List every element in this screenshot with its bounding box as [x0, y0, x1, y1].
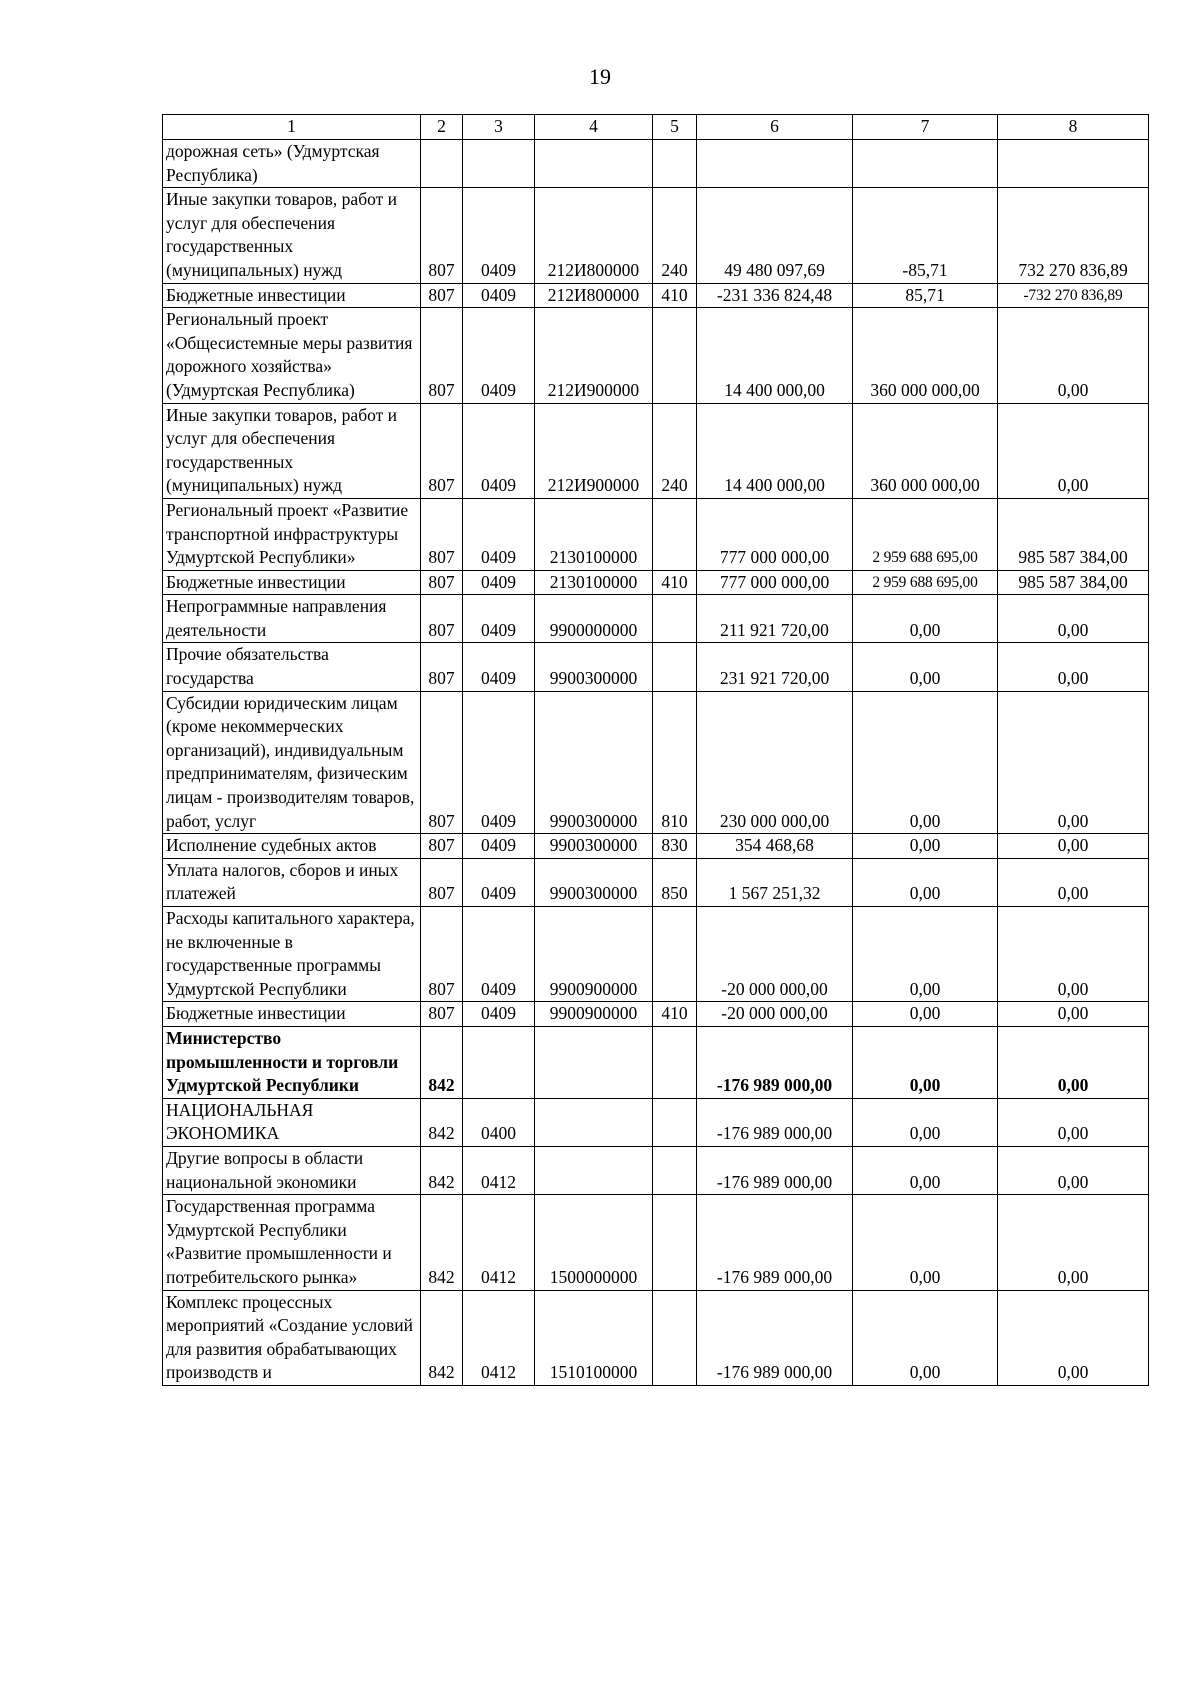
glava-code-cell: 842 — [421, 1290, 463, 1385]
amount-col6-cell: 14 400 000,00 — [697, 403, 853, 498]
target-article-cell — [535, 1026, 653, 1098]
target-article-cell: 2130100000 — [535, 570, 653, 595]
amount-col6-cell: 1 567 251,32 — [697, 858, 853, 906]
glava-code-cell: 807 — [421, 834, 463, 859]
amount-col6-cell — [697, 140, 853, 188]
target-article-cell — [535, 140, 653, 188]
amount-col8-cell — [998, 140, 1149, 188]
row-name-cell: Бюджетные инвестиции — [163, 283, 421, 308]
amount-col8-cell: 0,00 — [998, 1290, 1149, 1385]
target-article-cell: 212И800000 — [535, 188, 653, 283]
column-header-7: 7 — [853, 115, 998, 140]
target-article-cell: 9900300000 — [535, 834, 653, 859]
section-code-cell: 0409 — [463, 643, 535, 691]
expense-type-cell — [653, 308, 697, 403]
amount-col8-cell: 0,00 — [998, 403, 1149, 498]
target-article-cell — [535, 1098, 653, 1146]
amount-col6-cell: 777 000 000,00 — [697, 498, 853, 570]
column-number-row — [163, 115, 1149, 140]
amount-col6-cell: -176 989 000,00 — [697, 1290, 853, 1385]
amount-col8-cell: 985 587 384,00 — [998, 570, 1149, 595]
row-name-cell: Уплата налогов, сборов и иных платежей — [163, 858, 421, 906]
amount-col6-cell: -20 000 000,00 — [697, 907, 853, 1002]
section-code-cell: 0409 — [463, 907, 535, 1002]
amount-col8-cell: 732 270 836,89 — [998, 188, 1149, 283]
table-row — [163, 570, 1149, 595]
amount-col7-cell: 0,00 — [853, 595, 998, 643]
section-code-cell: 0412 — [463, 1195, 535, 1290]
amount-col7-cell: 0,00 — [853, 1098, 998, 1146]
table-row — [163, 1002, 1149, 1027]
amount-col7-cell: 360 000 000,00 — [853, 403, 998, 498]
amount-col8-cell: 0,00 — [998, 1195, 1149, 1290]
amount-col7-cell: 0,00 — [853, 834, 998, 859]
target-article-cell: 9900300000 — [535, 643, 653, 691]
amount-col7-cell: 360 000 000,00 — [853, 308, 998, 403]
amount-col6-cell: 230 000 000,00 — [697, 691, 853, 834]
table-row — [163, 691, 1149, 834]
glava-code-cell: 842 — [421, 1098, 463, 1146]
section-code-cell: 0409 — [463, 308, 535, 403]
row-name-cell: Другие вопросы в области национальной экономики — [163, 1146, 421, 1194]
amount-col7-cell: 0,00 — [853, 1002, 998, 1027]
expense-type-cell — [653, 907, 697, 1002]
section-code-cell: 0409 — [463, 283, 535, 308]
column-header-6: 6 — [697, 115, 853, 140]
target-article-cell — [535, 1146, 653, 1194]
expense-type-cell: 240 — [653, 188, 697, 283]
amount-col8-cell: 0,00 — [998, 834, 1149, 859]
section-code-cell: 0409 — [463, 858, 535, 906]
row-name-cell: Расходы капитального характера, не включенные в государственные программы Удмуртской Республики — [163, 907, 421, 1002]
table-row — [163, 834, 1149, 859]
target-article-cell: 9900900000 — [535, 1002, 653, 1027]
amount-col6-cell: 211 921 720,00 — [697, 595, 853, 643]
amount-col7-cell: 85,71 — [853, 283, 998, 308]
row-name-cell: Субсидии юридическим лицам (кроме некоммерческих организаций), индивидуальным предпринимателям, физическим лицам - производителям товаров, работ, услуг — [163, 691, 421, 834]
expense-type-cell — [653, 1195, 697, 1290]
section-code-cell: 0409 — [463, 834, 535, 859]
target-article-cell: 9900300000 — [535, 858, 653, 906]
amount-col7-cell: 0,00 — [853, 691, 998, 834]
section-code-cell: 0400 — [463, 1098, 535, 1146]
amount-col6-cell: -176 989 000,00 — [697, 1195, 853, 1290]
table-row — [163, 1290, 1149, 1385]
expense-type-cell: 850 — [653, 858, 697, 906]
amount-col7-cell: 0,00 — [853, 643, 998, 691]
expense-type-cell — [653, 1290, 697, 1385]
row-name-cell: Бюджетные инвестиции — [163, 570, 421, 595]
table-row — [163, 858, 1149, 906]
glava-code-cell: 807 — [421, 188, 463, 283]
table-row — [163, 403, 1149, 498]
section-code-cell: 0409 — [463, 188, 535, 283]
amount-col8-cell: 0,00 — [998, 308, 1149, 403]
amount-col8-cell: 985 587 384,00 — [998, 498, 1149, 570]
glava-code-cell: 842 — [421, 1146, 463, 1194]
amount-col8-cell: 0,00 — [998, 595, 1149, 643]
amount-col7-cell — [853, 140, 998, 188]
amount-col7-cell: 2 959 688 695,00 — [853, 570, 998, 595]
section-code-cell: 0409 — [463, 691, 535, 834]
row-name-cell: НАЦИОНАЛЬНАЯ ЭКОНОМИКА — [163, 1098, 421, 1146]
amount-col6-cell: -176 989 000,00 — [697, 1026, 853, 1098]
amount-col8-cell: 0,00 — [998, 643, 1149, 691]
column-header-5: 5 — [653, 115, 697, 140]
amount-col7-cell: 0,00 — [853, 1026, 998, 1098]
section-code-cell: 0412 — [463, 1146, 535, 1194]
glava-code-cell: 807 — [421, 283, 463, 308]
target-article-cell: 1500000000 — [535, 1195, 653, 1290]
row-name-cell: Исполнение судебных актов — [163, 834, 421, 859]
section-code-cell: 0412 — [463, 1290, 535, 1385]
column-header-4: 4 — [535, 115, 653, 140]
section-code-cell — [463, 140, 535, 188]
glava-code-cell: 842 — [421, 1026, 463, 1098]
column-header-3: 3 — [463, 115, 535, 140]
amount-col6-cell: 49 480 097,69 — [697, 188, 853, 283]
column-header-8: 8 — [998, 115, 1149, 140]
row-name-cell: Бюджетные инвестиции — [163, 1002, 421, 1027]
section-code-cell — [463, 1026, 535, 1098]
expense-type-cell: 410 — [653, 283, 697, 308]
glava-code-cell: 807 — [421, 308, 463, 403]
amount-col8-cell: -732 270 836,89 — [998, 283, 1149, 308]
expense-type-cell — [653, 498, 697, 570]
row-name-cell: Министерство промышленности и торговли Удмуртской Республики — [163, 1026, 421, 1098]
expense-type-cell: 410 — [653, 1002, 697, 1027]
expense-type-cell — [653, 595, 697, 643]
table-row — [163, 595, 1149, 643]
section-code-cell: 0409 — [463, 595, 535, 643]
amount-col7-cell: 2 959 688 695,00 — [853, 498, 998, 570]
glava-code-cell: 807 — [421, 403, 463, 498]
expense-type-cell — [653, 1146, 697, 1194]
glava-code-cell — [421, 140, 463, 188]
amount-col7-cell: 0,00 — [853, 1195, 998, 1290]
amount-col8-cell: 0,00 — [998, 907, 1149, 1002]
amount-col8-cell: 0,00 — [998, 1098, 1149, 1146]
amount-col7-cell: 0,00 — [853, 858, 998, 906]
glava-code-cell: 807 — [421, 570, 463, 595]
column-header-1: 1 — [163, 115, 421, 140]
target-article-cell: 2130100000 — [535, 498, 653, 570]
amount-col8-cell: 0,00 — [998, 1002, 1149, 1027]
page-number: 19 — [589, 64, 611, 89]
budget-table — [162, 114, 1149, 1386]
amount-col6-cell: -176 989 000,00 — [697, 1098, 853, 1146]
column-header-2: 2 — [421, 115, 463, 140]
amount-col6-cell: -231 336 824,48 — [697, 283, 853, 308]
glava-code-cell: 807 — [421, 498, 463, 570]
expense-type-cell: 810 — [653, 691, 697, 834]
glava-code-cell: 807 — [421, 1002, 463, 1027]
target-article-cell: 9900300000 — [535, 691, 653, 834]
expense-type-cell — [653, 1098, 697, 1146]
glava-code-cell: 807 — [421, 858, 463, 906]
table-row — [163, 188, 1149, 283]
amount-col8-cell: 0,00 — [998, 1026, 1149, 1098]
expense-type-cell — [653, 643, 697, 691]
target-article-cell: 9900900000 — [535, 907, 653, 1002]
amount-col6-cell: 777 000 000,00 — [697, 570, 853, 595]
glava-code-cell: 807 — [421, 907, 463, 1002]
table-row — [163, 1098, 1149, 1146]
glava-code-cell: 842 — [421, 1195, 463, 1290]
row-name-cell: Региональный проект «Общесистемные меры развития дорожного хозяйства» (Удмуртская Республика) — [163, 308, 421, 403]
amount-col6-cell: 354 468,68 — [697, 834, 853, 859]
amount-col6-cell: -176 989 000,00 — [697, 1146, 853, 1194]
target-article-cell: 1510100000 — [535, 1290, 653, 1385]
section-code-cell: 0409 — [463, 1002, 535, 1027]
row-name-cell: Иные закупки товаров, работ и услуг для обеспечения государственных (муниципальных) нужд — [163, 403, 421, 498]
row-name-cell: Региональный проект «Развитие транспортной инфраструктуры Удмуртской Республики» — [163, 498, 421, 570]
amount-col7-cell: -85,71 — [853, 188, 998, 283]
target-article-cell: 212И900000 — [535, 308, 653, 403]
amount-col8-cell: 0,00 — [998, 858, 1149, 906]
expense-type-cell: 410 — [653, 570, 697, 595]
section-code-cell: 0409 — [463, 498, 535, 570]
amount-col7-cell: 0,00 — [853, 907, 998, 1002]
glava-code-cell: 807 — [421, 691, 463, 834]
table-row — [163, 140, 1149, 188]
table-row — [163, 1026, 1149, 1098]
table-row — [163, 498, 1149, 570]
glava-code-cell: 807 — [421, 595, 463, 643]
amount-col7-cell: 0,00 — [853, 1146, 998, 1194]
table-row — [163, 643, 1149, 691]
table-row — [163, 907, 1149, 1002]
amount-col6-cell: -20 000 000,00 — [697, 1002, 853, 1027]
section-code-cell: 0409 — [463, 403, 535, 498]
target-article-cell: 9900000000 — [535, 595, 653, 643]
target-article-cell: 212И800000 — [535, 283, 653, 308]
amount-col8-cell: 0,00 — [998, 691, 1149, 834]
row-name-cell: Иные закупки товаров, работ и услуг для обеспечения государственных (муниципальных) нужд — [163, 188, 421, 283]
table-body — [163, 140, 1149, 1386]
row-name-cell: Комплекс процессных мероприятий «Создание условий для развития обрабатывающих производств и — [163, 1290, 421, 1385]
amount-col6-cell: 14 400 000,00 — [697, 308, 853, 403]
row-name-cell: Государственная программа Удмуртской Республики «Развитие промышленности и потребительского рынка» — [163, 1195, 421, 1290]
expense-type-cell — [653, 1026, 697, 1098]
row-name-cell: Прочие обязательства государства — [163, 643, 421, 691]
glava-code-cell: 807 — [421, 643, 463, 691]
target-article-cell: 212И900000 — [535, 403, 653, 498]
amount-col7-cell: 0,00 — [853, 1290, 998, 1385]
amount-col8-cell: 0,00 — [998, 1146, 1149, 1194]
table-row — [163, 308, 1149, 403]
table-row — [163, 283, 1149, 308]
amount-col6-cell: 231 921 720,00 — [697, 643, 853, 691]
table-row — [163, 1146, 1149, 1194]
row-name-cell: дорожная сеть» (Удмуртская Республика) — [163, 140, 421, 188]
expense-type-cell: 240 — [653, 403, 697, 498]
row-name-cell: Непрограммные направления деятельности — [163, 595, 421, 643]
expense-type-cell: 830 — [653, 834, 697, 859]
expense-type-cell — [653, 140, 697, 188]
table-row — [163, 1195, 1149, 1290]
section-code-cell: 0409 — [463, 570, 535, 595]
